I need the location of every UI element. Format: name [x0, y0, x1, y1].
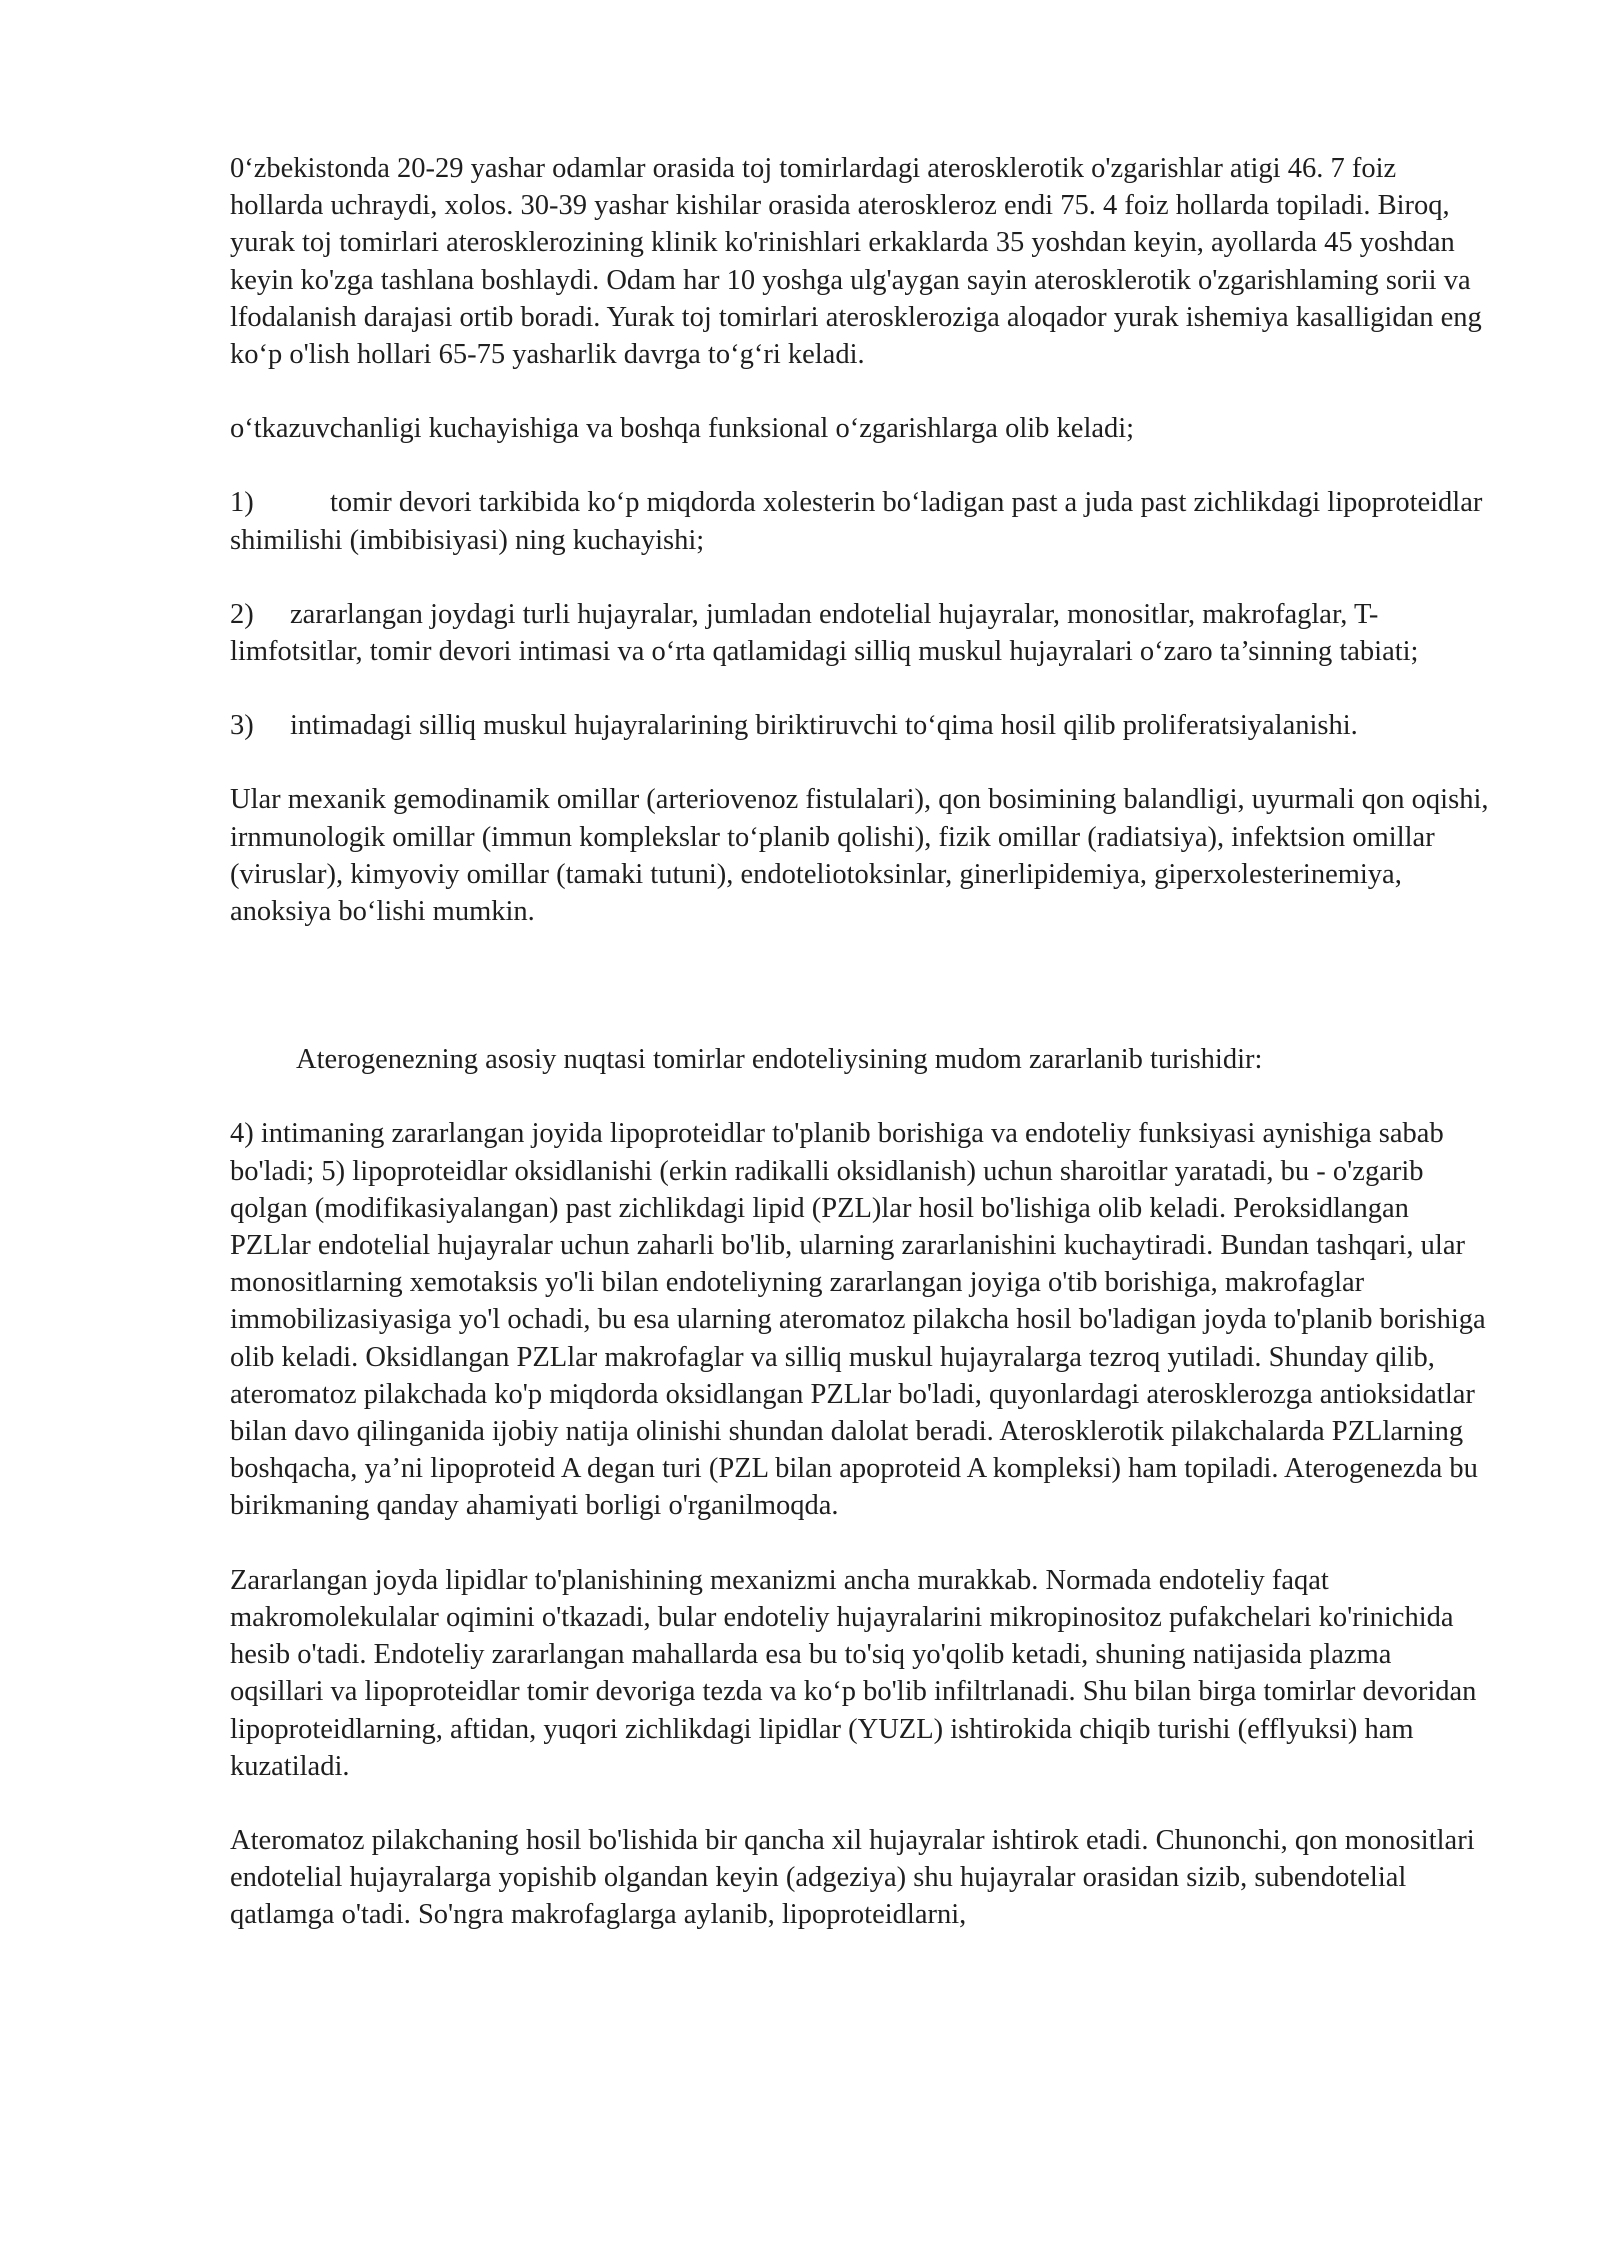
- paragraph-atherogenesis-heading: Aterogenezning asosiy nuqtasi tomirlar endoteliysining mudom zararlanib turishidir:: [296, 1044, 1263, 1076]
- list-item-number: 1): [230, 487, 254, 519]
- list-item-number: 3): [230, 710, 254, 742]
- list-item-1: [230, 484, 1490, 558]
- document-page: [230, 150, 1490, 1971]
- paragraph-factors: Ular mexanik gemodinamik omillar (arteriovenoz fistulalari), qon bosimining balandligi, uyurmali qon oqishi, irnmunologik omillar (immun komplekslar to‘planib qolishi), fizik omillar (radiatsiya), infektsion omillar (viruslar), kimyoviy omillar (tamaki tutuni), endoteliotoksinlar, ginerlipidemiya, giperxolesterinemiya, anoksiya bo‘lishi mumkin.: [230, 784, 1489, 928]
- list-item-2: [230, 596, 1490, 670]
- list-item-3: [230, 707, 1490, 744]
- paragraph-lipoproteins: 4) intimaning zararlangan joyida lipoproteidlar to'planib borishiga va endoteliy funksiyasi aynishiga sabab bo'ladi; 5) lipoproteidlar oksidlanishi (erkin radikalli oksidlanish) uchun sharoitlar yaratadi, bu - o'zgarib qolgan (modifikasiyalangan) past zichlikdagi lipid (PZL)lar hosil bo'lishiga olib keladi. Peroksidlangan PZLlar endotelial hujayralar uchun zaharli bo'lib, ularning zararlanishini kuchaytiradi. Bundan tashqari, ular monositlarning xemotaksis yo'li bilan endoteliyning zararlangan joyiga o'tib borishiga, makrofaglar immobilizasiyasiga yo'l ochadi, bu esa ularning ateromatoz pilakcha hosil bo'ladigan joyda to'planib borishiga olib keladi. Oksidlangan PZLlar makrofaglar va silliq muskul hujayralarga tezroq yutiladi. Shunday qilib, ateromatoz pilakchada ko'p miqdorda oksidlangan PZLlar bo'ladi, quyonlardagi aterosklerozga antioksidatlar bilan davo qilinganida ijobiy natija olinishi shundan dalolat beradi. Aterosklerotik pilakchalarda PZLlarning boshqacha, ya’ni lipoproteid A degan turi (PZL bilan apoproteid A kompleksi) ham topiladi. Aterogenezda bu birikmaning qanday ahamiyati borligi o'rganilmoqda.: [230, 1118, 1486, 1522]
- spacer: [230, 967, 1490, 1041]
- list-item-number: 2): [230, 598, 254, 630]
- paragraph-permeability: o‘tkazuvchanligi kuchayishiga va boshqa funksional o‘zgarishlarga olib keladi;: [230, 413, 1135, 445]
- paragraph-cells: Ateromatoz pilakchaning hosil bo'lishida bir qancha xil hujayralar ishtirok etadi. Chunonchi, qon monositlari endotelial hujayralarga yopishib olgandan keyin (adgeziya) shu hujayralar orasidan sizib, subendotelial qatlamga o'tadi. So'ngra makrofaglarga aylanib, lipoproteidlarni,: [230, 1824, 1475, 1931]
- paragraph-lipid-accumulation: Zararlangan joyda lipidlar to'planishining mexanizmi ancha murakkab. Normada endoteliy faqat makromolekulalar oqimini o'tkazadi, bular endoteliy hujayralarini mikropinositoz pufakchelari ko'rinichida hesib o'tadi. Endoteliy zararlangan mahallarda esa bu to'siq yo'qolib ketadi, shuning natijasida plazma oqsillari va lipoproteidlar tomir devoriga tezda va ko‘p bo'lib infiltrlanadi. Shu bilan birga tomirlar devoridan lipoproteidlarning, aftidan, yuqori zichlikdagi lipidlar (YUZL) ishtirokida chiqib turishi (efflyuksi) ham kuzatiladi.: [230, 1564, 1477, 1782]
- paragraph-intro: 0‘zbekistonda 20-29 yashar odamlar orasida toj tomirlardagi aterosklerotik o'zgarishlar atigi 46. 7 foiz hollarda uchraydi, xolos. 30-39 yashar kishilar orasida ateroskleroz endi 75. 4 foiz hollarda topiladi. Biroq, yurak toj tomirlari aterosklerozining klinik ko'rinishlari erkaklarda 35 yoshdan keyin, ayollarda 45 yoshdan keyin ko'zga tashlana boshlaydi. Odam har 10 yoshga ulg'aygan sayin aterosklerotik o'zgarishlaming sorii va lfodalanish darajasi ortib boradi. Yurak toj tomirlari aterosklerozigа aloqador yurak ishemiya kasalligidan eng ko‘p o'lish hollari 65-75 yasharlik davrga to‘g‘ri keladi.: [230, 153, 1482, 371]
- list-item-text: zararlangan joydagi turli hujayralar, jumladan endotelial hujayralar, monositlar, makrofaglar, T-limfotsitlar, tomir devori intimasi va o‘rta qatlamidagi silliq muskul hujayralari o‘zaro ta’sinning tabiati;: [230, 598, 1419, 668]
- list-item-text: tomir devori tarkibida ko‘p miqdorda xolesterin bo‘ladigan past a juda past zichlikdagi lipoproteidlar shimilishi (imbibisiyasi) ning kuchayishi;: [230, 487, 1483, 556]
- list-item-text: intimadagi silliq muskul hujayralarining biriktiruvchi to‘qima hosil qilib proliferatsiyalanishi.: [290, 710, 1358, 742]
